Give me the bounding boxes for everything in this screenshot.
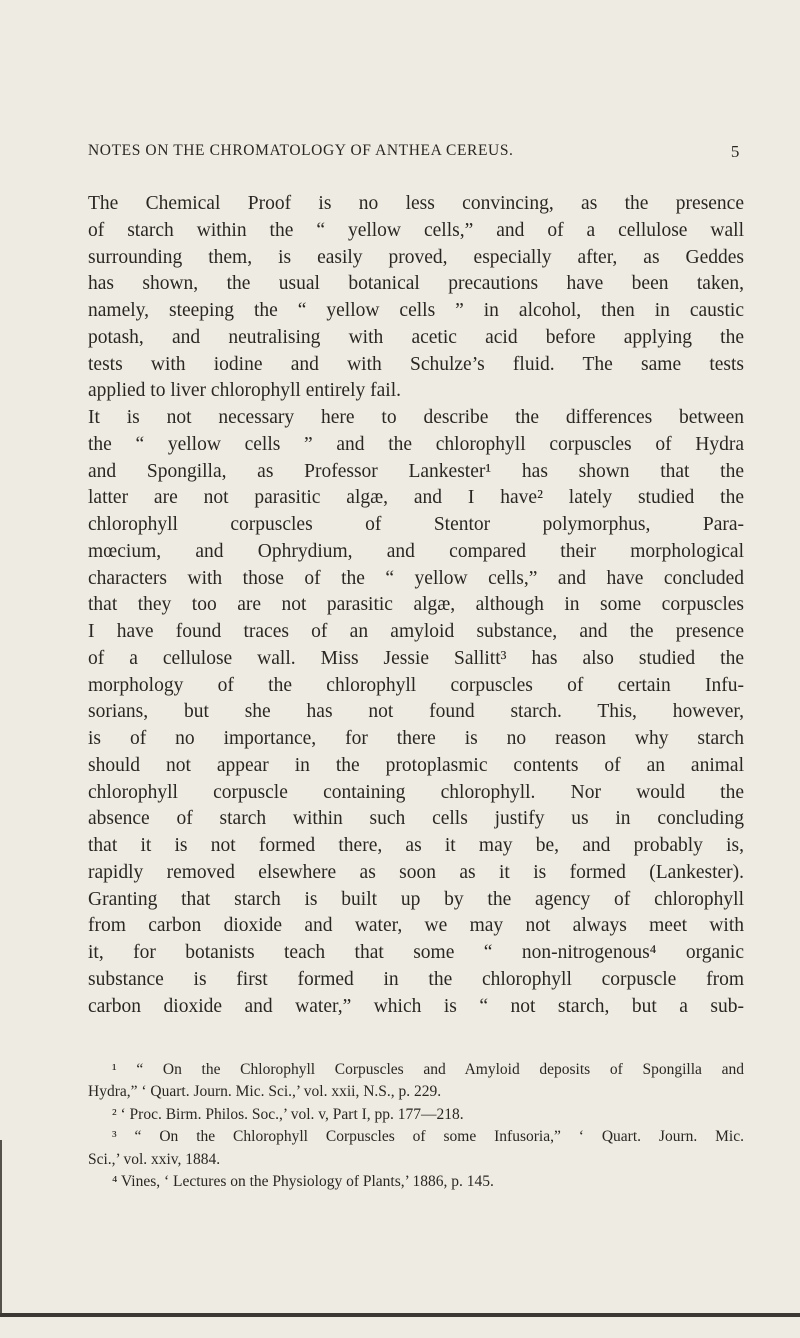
body-line: chlorophyll corpuscles of Stentor polymorphus, Para- <box>88 514 744 535</box>
body-line: should not appear in the protoplasmic contents of an animal <box>88 754 744 776</box>
footnotes <box>88 1059 744 1193</box>
body-line: and Spongilla, as Professor Lankester¹ has shown that the <box>88 460 744 482</box>
body-line: is of no importance, for there is no reason why starch <box>88 728 744 749</box>
footnote-4: ⁴ Vines, ‘ Lectures on the Physiology of Plants,’ 1886, p. 145. <box>112 1172 494 1190</box>
body-line: the “ yellow cells ” and the chlorophyll corpuscles of Hydra <box>88 433 744 455</box>
body-line: that they too are not parasitic algæ, although in some corpuscles <box>88 594 744 616</box>
running-header <box>88 142 740 164</box>
footnote-2: ² ‘ Proc. Birm. Philos. Soc.,’ vol. v, Part I, pp. 177—218. <box>112 1105 464 1123</box>
body-line: of a cellulose wall. Miss Jessie Sallitt³ has also studied the <box>88 647 744 669</box>
page-number: 5 <box>730 142 740 161</box>
body-line: carbon dioxide and water,” which is “ not starch, but a sub- <box>88 995 744 1017</box>
bottom-edge-rule <box>0 1313 800 1317</box>
body-line: rapidly removed elsewhere as soon as it is formed (Lankester). <box>88 861 744 883</box>
body-line: that it is not formed there, as it may be, and probably is, <box>88 835 744 856</box>
body-line: potash, and neutralising with acetic acid before applying the <box>88 326 744 348</box>
body-line: latter are not parasitic algæ, and I have² lately studied the <box>88 487 744 509</box>
body-line: of starch within the “ yellow cells,” and of a cellulose wall <box>88 219 744 241</box>
body-line: I have found traces of an amyloid substance, and the presence <box>88 621 744 642</box>
body-line: morphology of the chlorophyll corpuscles of certain Infu- <box>88 674 744 696</box>
footnote-3: ³ “ On the Chlorophyll Corpuscles of some Infusoria,” ‘ Quart. Journ. Mic. <box>112 1128 744 1146</box>
body-line: characters with those of the “ yellow cells,” and have concluded <box>88 567 744 589</box>
body-line: The Chemical Proof is no less convincing, as the presence <box>88 193 744 214</box>
body-line: sorians, but she has not found starch. This, however, <box>88 701 744 723</box>
page-edge-shadow <box>0 1140 2 1313</box>
body-line: absence of starch within such cells justify us in concluding <box>88 808 744 830</box>
body-line: chlorophyll corpuscle containing chlorophyll. Nor would the <box>88 781 744 803</box>
body-line: it, for botanists teach that some “ non-nitrogenous⁴ organic <box>88 942 744 963</box>
body-line: namely, steeping the “ yellow cells ” in alcohol, then in caustic <box>88 300 744 321</box>
body-line: Granting that starch is built up by the agency of chlorophyll <box>88 888 744 910</box>
footnote-1-cont: Hydra,” ‘ Quart. Journ. Mic. Sci.,’ vol. xxii, N.S., p. 229. <box>88 1083 442 1101</box>
body-line: has shown, the usual botanical precautions have been taken, <box>88 273 744 295</box>
body-text <box>88 191 744 1020</box>
footnote-1: ¹ “ On the Chlorophyll Corpuscles and Amyloid deposits of Spongilla and <box>112 1061 744 1078</box>
body-line: substance is first formed in the chlorophyll corpuscle from <box>88 968 744 990</box>
body-line: tests with iodine and with Schulze’s fluid. The same tests <box>88 353 744 375</box>
body-line: applied to liver chlorophyll entirely fail. <box>88 380 401 402</box>
footnote-3-cont: Sci.,’ vol. xxiv, 1884. <box>88 1150 221 1168</box>
body-line: from carbon dioxide and water, we may not always meet with <box>88 915 744 937</box>
body-line: It is not necessary here to describe the differences between <box>88 407 744 428</box>
running-title: NOTES ON THE CHROMATOLOGY OF ANTHEA CEREUS. <box>88 142 514 159</box>
body-line: surrounding them, is easily proved, especially after, as Geddes <box>88 246 744 268</box>
body-line: mœcium, and Ophrydium, and compared their morphological <box>88 540 744 562</box>
